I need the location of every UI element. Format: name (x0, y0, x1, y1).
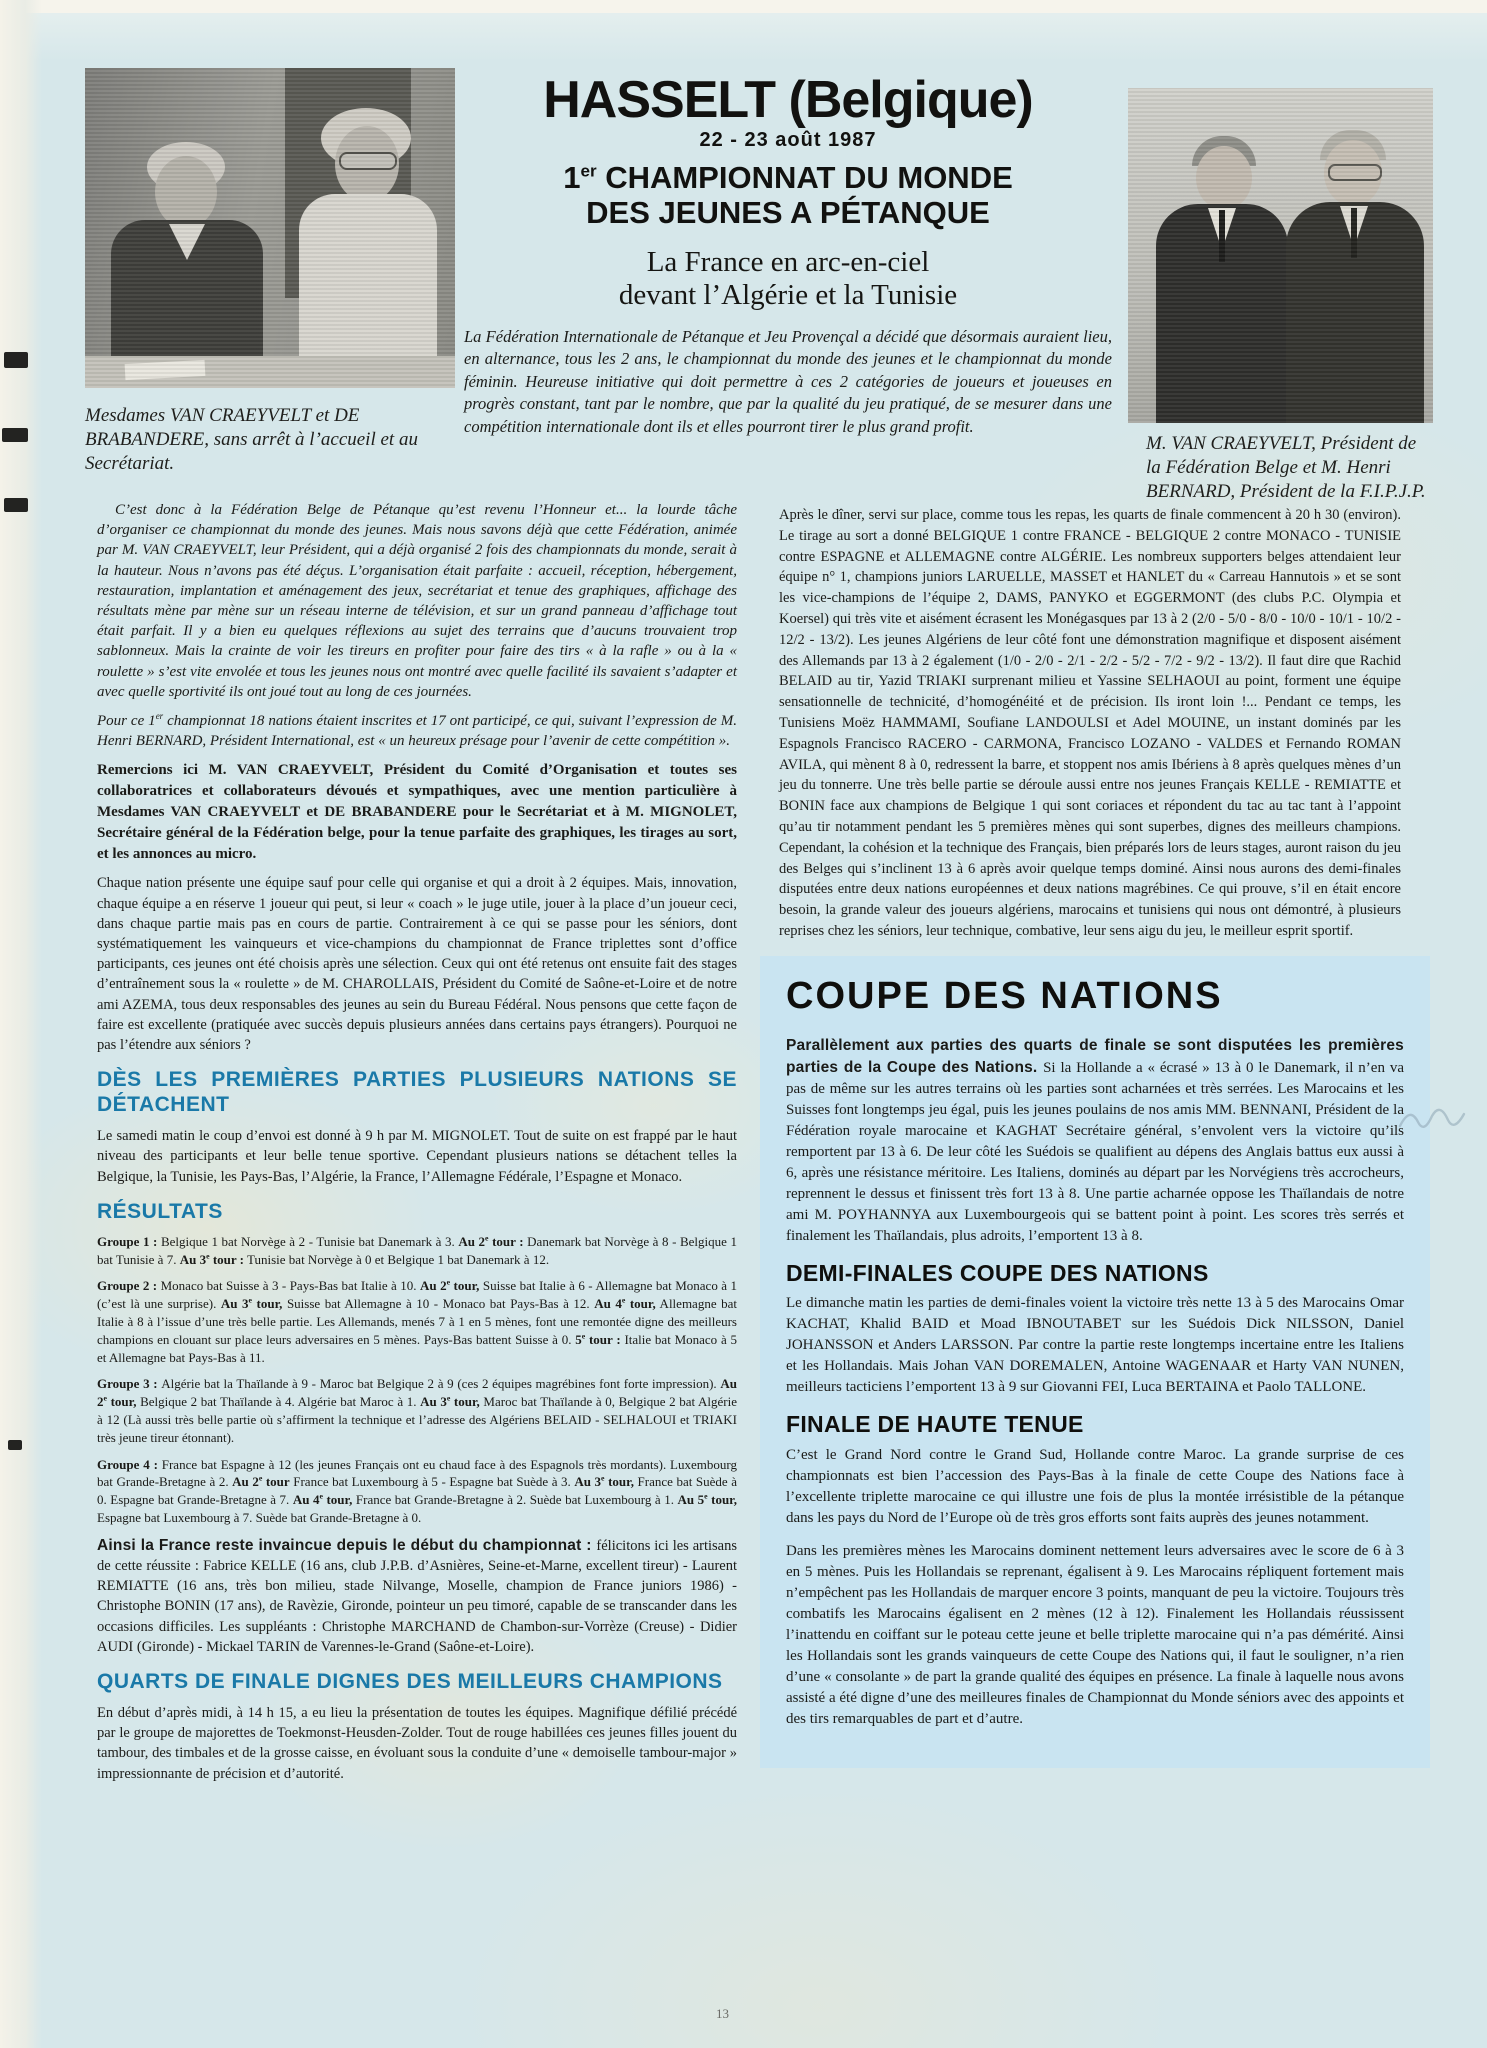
binding-mark (2, 428, 28, 442)
photo-person-head (155, 156, 217, 228)
paragraph-organisation: C’est donc à la Fédération Belge de Pétanque qu’est revenu l’Honneur et... la lourde tâche d’organiser ce championnat du monde des jeunes. Mais nous savons déjà que cette Fédération, animée par M. VAN CRAEYVELT, leur Président, qui a déjà organisé 2 fois des championnats du monde, serait à la hauteur. Nous n’avons pas été déçus. L’organisation était parfaite : accueil, réception, hébergement, restauration, implantation et aménagement des jeux, secrétariat et tenue des graphiques, affichage des résultats mène par mène sur un réseau interne de télévision, et sur un grand panneau d’affichage tout était parfait. Il y a bien eu quelques réflexions au sujet des terrains que d’aucuns trouvaient trop sablonneux. Mais la crainte de voir les tireurs en profiter pour faire des tirs « à la rafle » ou à la « roulette » s’est vite envolée et tous les jeunes nous ont montré avec quelle facilité ils savaient s’adapter et avec quelle sportivité ils ont joué tout au long de ces journées. (97, 502, 737, 700)
left-column (97, 500, 737, 1793)
paragraph-nations-inscrites: Pour ce 1er championnat 18 nations étaient inscrites et 17 ont participé, ce qui, suivant l’expression de M. Henri BERNARD, Président International, est « un heureux présage pour l’avenir de cette compétition ». (97, 711, 737, 750)
scan-edge-left (0, 0, 42, 2048)
photo-person-tie (1219, 210, 1225, 262)
photo-person-tie (1351, 208, 1357, 258)
photo-person-collar (169, 224, 205, 260)
result-groupe-2: Groupe 2 : Monaco bat Suisse à 3 - Pays-Bas bat Italie à 10. Au 2e tour, Suisse bat Italie à 6 - Allemagne bat Monaco à 1 (c’est là une surprise). Au 3e tour, Suisse bat Allemagne à 10 - Monaco bat Pays-Bas à 12. Au 4e tour, Allemagne bat Italie à 8 à l’issue d’une très belle partie. Les Allemands, menés 7 à 1 en 5 mènes, font une remontée digne des meilleurs champions en clouant sur place leurs adversaires en 5 mènes. Pays-Bas battent Suisse à 0. 5e tour : Italie bat Monaco à 5 et Allemagne bat Pays-Bas à 11. (97, 1278, 738, 1365)
photo-person-glasses (1328, 164, 1382, 181)
heading-finale: FINALE DE HAUTE TENUE (786, 1411, 1084, 1438)
paragraph-remerciements: Remercions ici M. VAN CRAEYVELT, Président du Comité d’Organisation et toutes ses collaboratrices et collaborateurs dévoués et sympathiques, avec une mention particulière à Mesdames VAN CRAEYVELT et DE BRABANDERE pour le Secrétariat et à M. MIGNOLET, Secrétaire général de la Fédération belge, pour la tenue parfaite des graphiques, les tirages au sort, et les annonces au micro. (97, 762, 737, 862)
left-photo (85, 68, 455, 388)
paragraph-finale-deroulement: Dans les premières mènes les Marocains dominent nettement leurs adversaires avec le score de 6 à 3 en 5 mènes. Puis les Hollandais se reprenant, égalisent à 9. Les Marocains répliquent fortement mais n’empêchent pas les Hollandais de marquer encore 3 points, manquant de peu la victoire. Toujours très combatifs les Marocains égalisent en 2 mènes (12 à 12). Finalement les Hollandais réussissent l’inattendu en coiffant sur le poteau cette jeune et belle triplette marocaine qui n’a pas démérité. Ainsi les Hollandais sont les grands vainqueurs de cette Coupe des Nations qui, il faut le souligner, n’a rien d’une « consolante » de part la grande qualité des équipes en présence. La finale à laquelle nous avons assisté a été digne d’une des meilleures finales de Championnat du Monde séniors avec des appoints et des tirs remarquables de part et d’autre. (786, 1543, 1404, 1728)
result-groupe-3: Groupe 3 : Algérie bat la Thaïlande à 9 - Maroc bat Belgique 2 à 9 (ces 2 équipes magrébines font forte impression). Au 2e tour, Belgique 2 bat Thaïlande à 4. Algérie bat Maroc à 1. Au 3e tour, Maroc bat Thaïlande à 0, Belgique 2 bat Algérie à 12 (Là aussi très belle partie où s’affirment la technique et l’adresse des Algériens BELAID - SELHALOUI et TRIAKI très jeune tireur étonnant). (97, 1376, 738, 1445)
paragraph-finale-presentation: C’est le Grand Nord contre le Grand Sud, Hollande contre Maroc. La grande surprise de ces championnats est bien l’accession des Pays-Bas à la finale de cette Coupe des Nations face à l’excellente triplette marocaine ce qui illustre une fois de plus la montée irrésistible de la pétanque dans les pays du Nord de l’Europe où de très gros efforts sont faits auprès des jeunes notamment. (786, 1447, 1404, 1527)
heading-quarts-de-finale: QUARTS DE FINALE DIGNES DES MEILLEURS CHAMPIONS (97, 1670, 723, 1694)
paragraph-coup-denvoi: Le samedi matin le coup d’envoi est donné à 9 h par M. MIGNOLET. Tout de suite on est frappé par le haut niveau des participants et leur belle tenue sportive. Cependant plusieurs nations se détachent telles la Belgique, la Tunisie, les Pays-Bas, l’Algérie, la France, l’Allemagne Fédérale, l’Espagne et Monaco. (97, 1128, 737, 1185)
paragraph-coupe-intro: Parallèlement aux parties des quarts de finale se sont disputées les premières parties de la Coupe des Nations. Si la Hollande a « écrasé » 13 à 0 le Danemark, il n’en va pas de même sur les autres terrains où les parties sont acharnées et très serrées. Les Marocains et les Suisses font longtemps jeu égal, puis les jeunes poulains de nos amis MM. BENNANI, Président de la Fédération royale marocaine et KAGHAT Secrétaire général, s’envolent vers la victoire qu’ils remportent par 13 à 6. De leur côté les Suédois se qualifient au dépens des Anglais battus eux aussi à 6, après une résistance méritoire. Les Italiens, dominés au départ par les Norvégiens très accrocheurs, reprennent le dessus et finissent très fort 13 à 8. Une partie acharnée oppose les Thaïlandais de notre ami M. POYHANNYA aux Luxembourgeois qui se battent point à point. Les scores très serrés et finalement les Thaïlandais, plus adroits, l’emportent 13 à 8. (786, 1036, 1404, 1244)
binding-mark (8, 1440, 22, 1450)
result-groupe-4: Groupe 4 : France bat Espagne à 12 (les jeunes Français ont eu chaud face à des Espagnols très mordants). Luxembourg bat Grande-Bretagne à 2. Au 2e tour France bat Luxembourg à 5 - Espagne bat Suède à 3. Au 3e tour, France bat Suède à 0. Espagne bat Grande-Bretagne à 7. Au 4e tour, France bat Grande-Bretagne à 2. Suède bat Luxembourg à 1. Au 5e tour, Espagne bat Luxembourg à 7. Suède bat Grande-Bretagne à 0. (97, 1456, 738, 1526)
heading-demi-finales: DEMI-FINALES COUPE DES NATIONS (786, 1259, 1209, 1286)
pen-scribble (1396, 1096, 1468, 1140)
page-title: HASSELT (Belgique) (543, 71, 1033, 129)
header-title-block (458, 71, 1118, 438)
right-column (779, 505, 1404, 1768)
paragraph-quarts-de-finale: Après le dîner, servi sur place, comme tous les repas, les quarts de finale commencent à 20 h 30 (environ). Le tirage au sort a donné BELGIQUE 1 contre FRANCE - BELGIQUE 2 contre MONACO - TUNISIE contre ESPAGNE et ALLEMAGNE contre ALGÉRIE. Les nombreux supporters belges attendaient leur équipe n° 1, champions juniors LARUELLE, MASSET et HANLET du « Carreau Hannutois » et se sont les vice-champions de l’équipe 2, DAMS, PANYKO et EGGERMONT (des clubs P.C. Olympia et Koersel) qui très vite et aisément écrasent les Monégasques par 13 à 2 (2/0 - 5/0 - 8/0 - 10/0 - 10/1 - 10/2 - 12/2 - 13/2). Les jeunes Algériens de leur côté font une démonstration magnifique et disposent aisément des Allemands par 13 à 2 également (1/0 - 2/0 - 2/1 - 2/2 - 5/2 - 7/2 - 9/2 - 13/2). Il faut dire que Rachid BELAID au tir, Yazid TRIAKI surprenant milieu et Yassine SELHAOUI au point, forment une équipe sensationnelle de technicité, d’homogénéité et de précision. Ils iront loin !... Pendant ce temps, les Tunisiens Moëz HAMMAMI, Soufiane LANDOULSI et Adel MOUINE, un instant dominés par les Espagnols Francisco RACERO - CARMONA, Francisco LOZANO - VALDES et Fernando ROMAN AVILA, qui mènent 8 à 0, redressent la barre, et stoppent nos amis Ibériens à 8 après quelques mènes d’un jeu du tonnerre. Une très belle partie se déroule aussi entre nos jeunes Français KELLE - REMIATTE et BONIN face aux champions de Belgique 1 qui sont coriaces et répondent du tac au tac tant à l’appoint qu’au tir notamment pendant les 5 premières mènes qui sont superbes, dignes des meilleurs champions. Cependant, la cohésion et la technique des Français, bien préparés lors de leurs stages, auront raison du jeu des Belges qui s’inclinent 13 à 6 après avoir quelque temps dominé. Ainsi nous aurons des demi-finales disputées entre deux nations européennes et deux nations magrébines. Ce qui prouve, s’il en était encore besoin, la grande valeur des joueurs algériens, marocains et tunisiens qui nous ont démontré, à plusieurs reprises chez les séniors, leur technique, combative, leur sens aigu du jeu, le meilleur esprit sportif. (779, 507, 1401, 939)
heading-nations-se-detachent: DÈS LES PREMIÈRES PARTIES PLUSIEURS NATIONS SE DÉTACHENT (97, 1068, 737, 1117)
subtitle (458, 246, 1118, 312)
subtitle-line2: devant l’Algérie et la Tunisie (618, 279, 958, 312)
paragraph-demi-finales: Le dimanche matin les parties de demi-finales voient la victoire très nette 13 à 5 des Marocains Omar KACHAT, Khalid BAID et Moad IBNOUTABET sur les Suédois Dick NILSSON, Daniel JOHANSSON et Anders LARSSON. Par contre la partie reste longtemps incertaine entre les Italiens et les Hollandais. Mais Johan VAN DOREMALEN, Antoine WAGENAAR et Harty VAN NUNEN, meilleurs tacticiens l’emportent 13 à 9 sur Giovanni FEI, Luca BERTAINA et Paolo TALLONE. (786, 1295, 1404, 1396)
subtitle-line1: La France en arc-en-ciel (646, 246, 930, 279)
photo-person-glasses (339, 152, 397, 170)
event-date: 22 - 23 août 1987 (699, 129, 877, 152)
right-photo (1128, 88, 1433, 423)
intro-paragraph: La Fédération Internationale de Pétanque et Jeu Provençal a décidé que désormais auraient lieu, en alternance, tous les 2 ans, le championnat du monde des jeunes et le championnat du monde féminin. Heureuse initiative qui doit permettre à ces 2 catégories de joueurs et joueuses en progrès constant, tant par le nombre, que par la qualité du jeu pratiqué, de se mesurer dans une compétition internationale dont ils et elles pourront tirer le plus grand profit. (464, 327, 1112, 436)
page-number: 13 (716, 2006, 729, 2021)
binding-mark (4, 352, 28, 368)
paragraph-regles-equipes: Chaque nation présente une équipe sauf pour celle qui organise et qui a droit à 2 équipes. Mais, innovation, chaque équipe a en réserve 1 joueur qui peut, si leur « coach » le juge utile, jouer à la place d’un joueur ceci, dans chaque partie mais pas en cours de partie. Contrairement à ce qui se passe pour les séniors, dont systématiquement les vainqueurs et vice-champions du championnat de France triplettes sont d’office participants, ces jeunes ont été choisis après une sélection. Ceux qui ont été retenus ont ensuite fait des stages d’entraînement sous la « roulette » de M. CHAROLLAIS, Président du Comité de Saône-et-Loire et de notre ami AZEMA, tous deux responsables des jeunes au sein du Bureau Fédéral. Nous pensons que cette façon de faire est excellente (pratiquée avec succès depuis plusieurs années dans certains pays étrangers). Pourquoi ne pas l’étendre aux séniors ? (97, 875, 737, 1054)
right-photo-caption: M. VAN CRAEYVELT, Président de la Fédération Belge et M. Henri BERNARD, Président de la F.I.P.J.P. (1146, 433, 1426, 502)
paragraph-presentation-equipes: En début d’après midi, à 14 h 15, a eu lieu la présentation de toutes les équipes. Magnifique défilié précédé par le groupe de majorettes de Toekmonst-Heusden-Zolder. Tout de rouge habillées ces jeunes filles jouent du tambour, des timbales et de la grosse caisse, en évoluant sous la conduite d’une « demoiselle tambour-major » impressionnante de précision et d’autorité. (97, 1705, 737, 1782)
championship-title-line1: 1er CHAMPIONNAT DU MONDE (563, 160, 1013, 196)
photo-person-head (1196, 146, 1252, 210)
binding-mark (4, 498, 28, 512)
left-photo-caption: Mesdames VAN CRAEYVELT et DE BRABANDERE, sans arrêt à l’accueil et au Secrétariat. (85, 405, 418, 474)
result-groupe-1: Groupe 1 : Belgique 1 bat Norvège à 2 - Tunisie bat Danemark à 3. Au 2e tour : Danemark bat Norvège à 8 - Belgique 1 bat Tunisie à 7. Au 3e tour : Tunisie bat Norvège à 0 et Belgique 1 bat Danemark à 12. (97, 1233, 737, 1267)
nations-cup-box (760, 956, 1430, 1768)
championship-title-line2: DES JEUNES A PÉTANQUE (586, 195, 990, 231)
heading-resultats: RÉSULTATS (97, 1199, 223, 1223)
scan-edge-top (0, 0, 1487, 13)
paragraph-france-invaincue: Ainsi la France reste invaincue depuis le début du championnat : félicitons ici les artisans de cette réussite : Fabrice KELLE (16 ans, club J.P.B. d’Asnières, Seine-et-Marne, excellent tireur) - Laurent REMIATTE (16 ans, très bon milieu, stade Nilvange, Moselle, champion de France juniors 1986) - Christophe BONIN (17 ans), de Ravèzie, Gironde, pointeur un peu timoré, capable de se transcander dans les occasions difficiles. Les suppléants : Christophe MARCHAND de Chambon-sur-Vorrèze (Creuse) - Didier AUDI (Gironde) - Mickael TARIN de Varennes-le-Grand (Saône-et-Loire). (97, 1536, 738, 1655)
nations-cup-title: COUPE DES NATIONS (786, 974, 1223, 1017)
